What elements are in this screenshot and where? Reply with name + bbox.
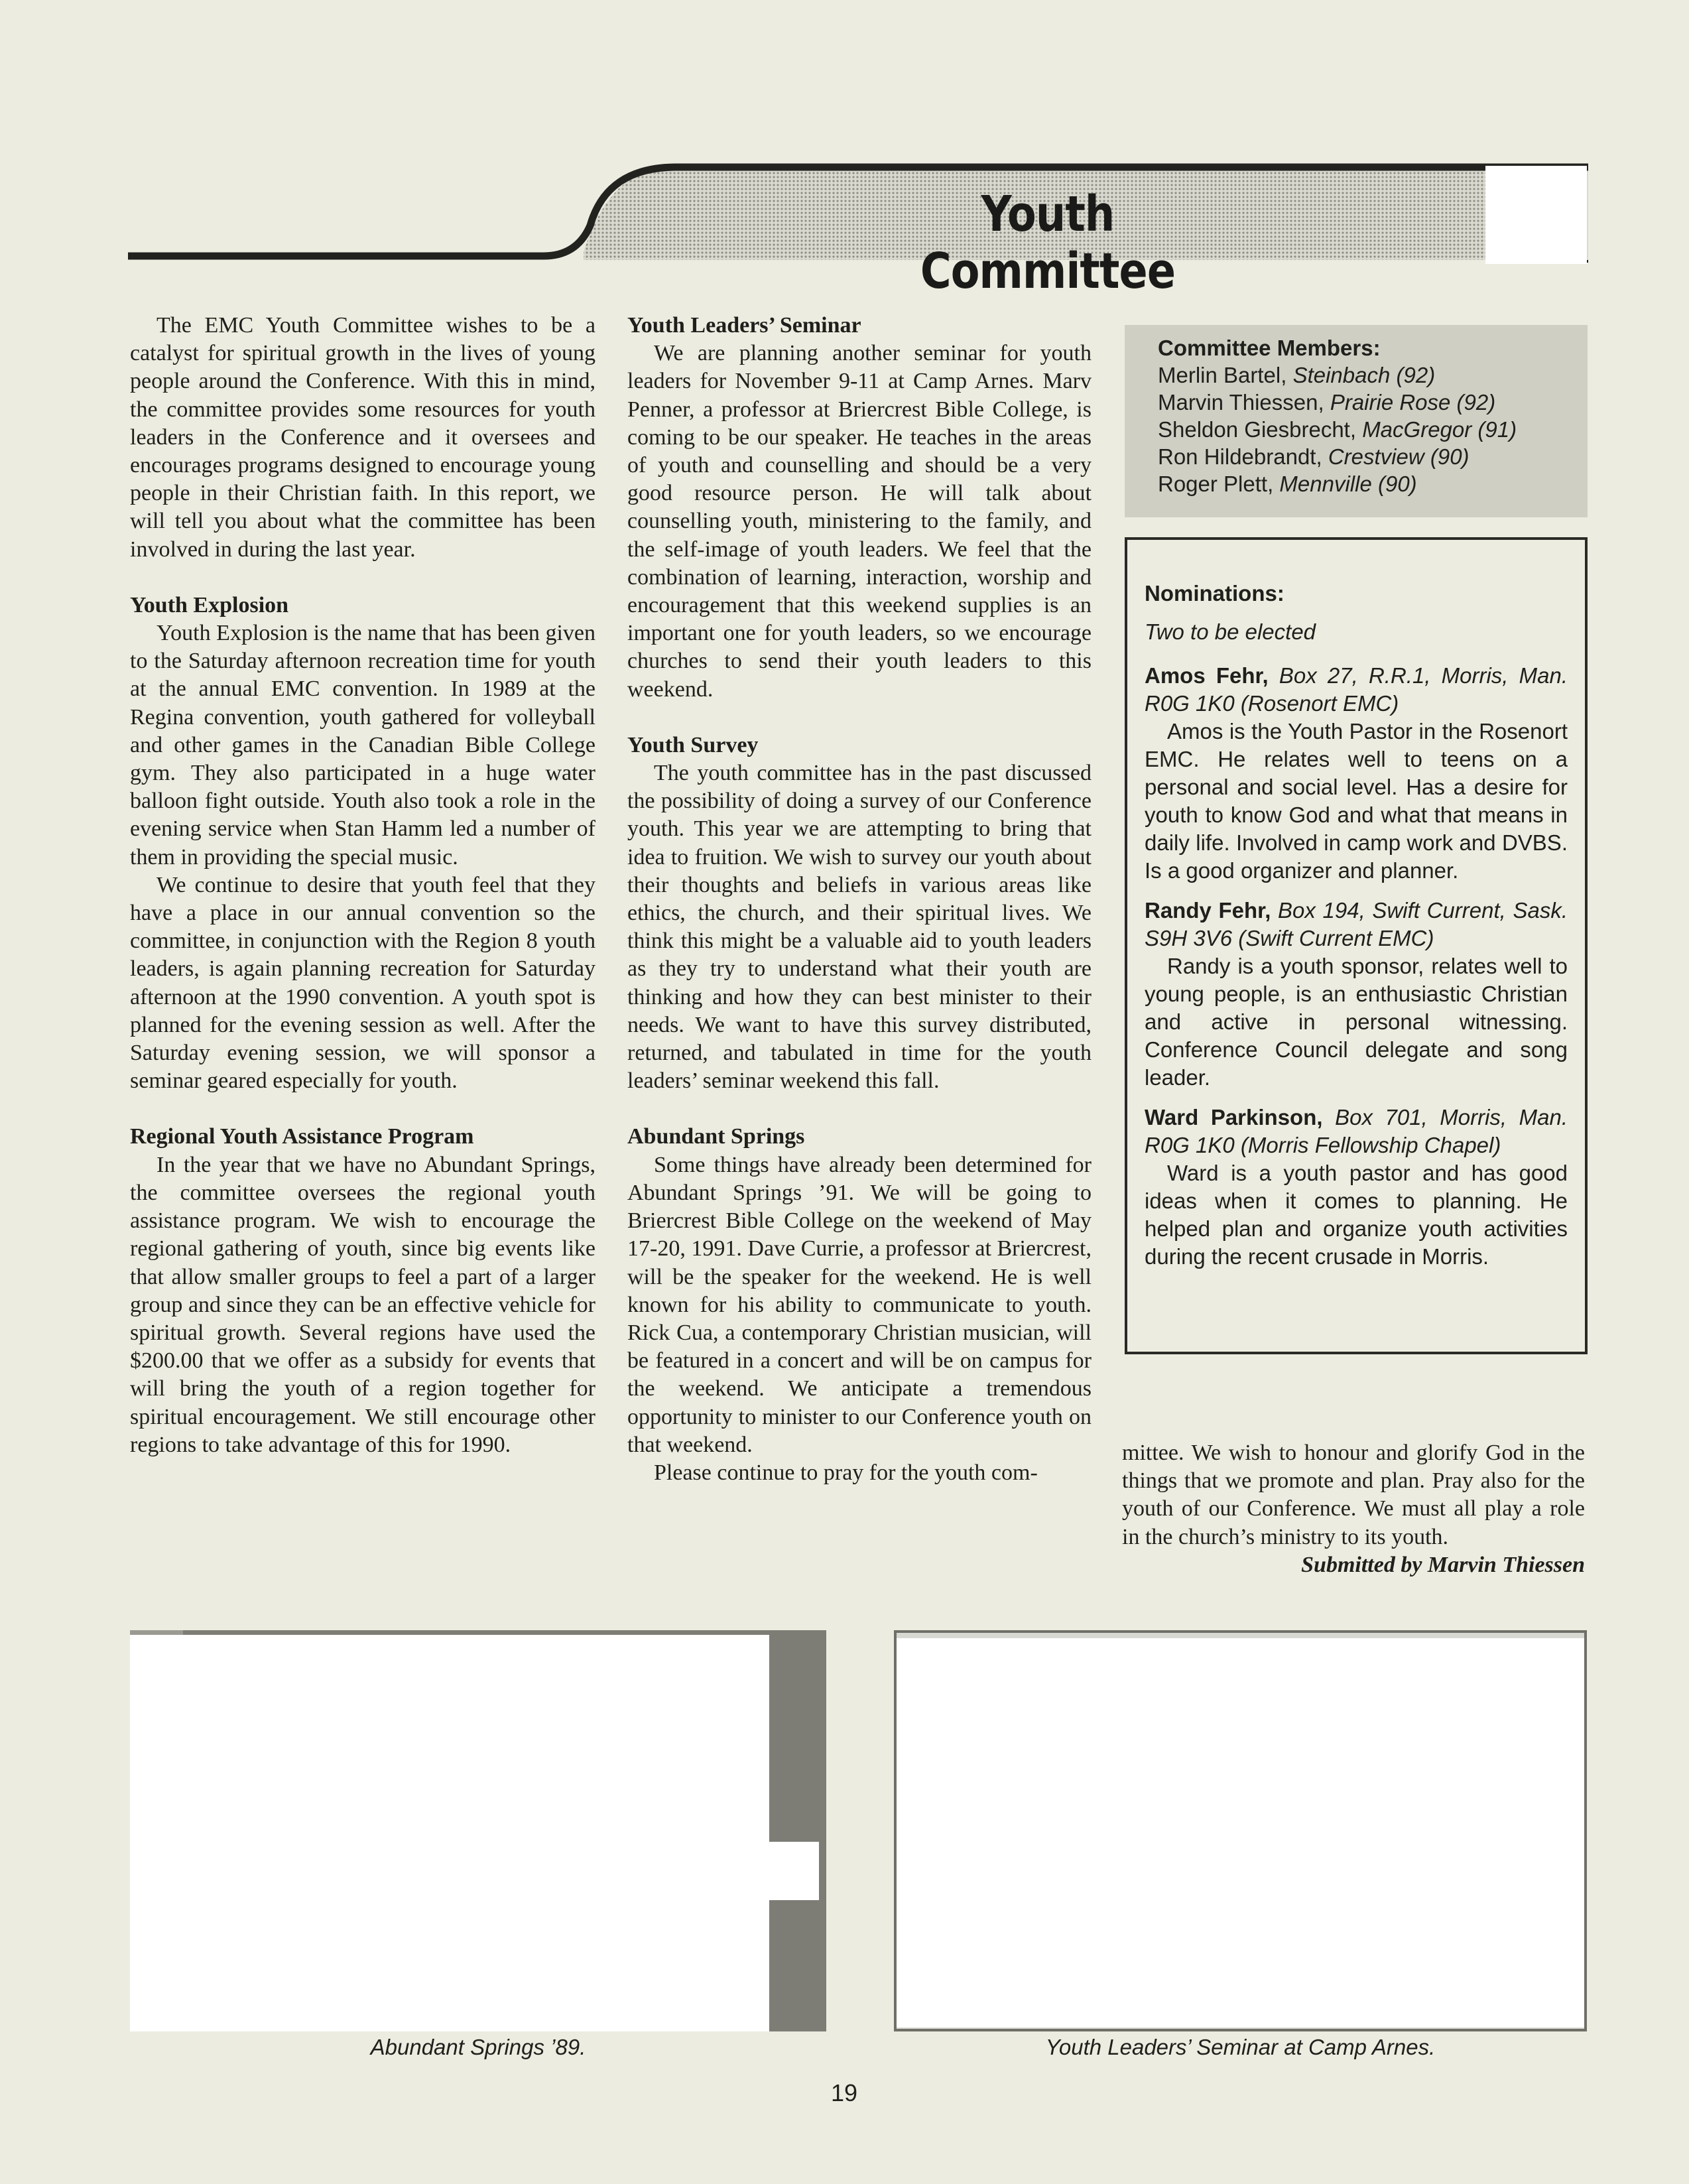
committee-member (1158, 470, 1588, 497)
abundant-heading: Abundant Springs (627, 1124, 805, 1149)
seminar-heading: Youth Leaders’ Seminar (627, 313, 861, 338)
candidate-name: Amos Fehr, (1145, 663, 1269, 688)
regional-heading: Regional Youth Assistance Program (130, 1124, 474, 1149)
committee-member (1158, 361, 1588, 389)
candidate-name: Ward Parkinson, (1145, 1105, 1323, 1129)
member-detail: Steinbach (92) (1292, 363, 1436, 387)
photo-caption-right: Youth Leaders’ Seminar at Camp Arnes. (1045, 2035, 1436, 2059)
candidate-bio: Amos is the Youth Pastor in the Rosenort EMC. He relates well to teens on a personal and social level. Has a desire for youth to know God and what that means in daily life. Involved in camp work and DVBS. Is a good organizer and planner. (1145, 719, 1568, 883)
header-banner (0, 0, 1689, 279)
member-name: Merlin Bartel, (1158, 363, 1293, 387)
committee-members-box (1125, 325, 1588, 517)
candidate-bio: Randy is a youth sponsor, relates well to young people, is an enthusiastic Christian and active in personal witnessing. Conference Council delegate and song leader. (1145, 954, 1568, 1090)
member-detail: Mennville (90) (1279, 472, 1417, 496)
candidate-entry (1145, 1104, 1568, 1271)
member-name: Sheldon Giesbrecht, (1158, 417, 1363, 442)
redacted-photo-area (766, 1842, 819, 1900)
regional-paragraph: In the year that we have no Abundant Springs, the committee oversees the regional youth assistance program. We wish to encourage the regional gathering of youth, since big events like that allow smaller groups to feel a part of a larger group and since they can be an effective vehicle for spiritual growth. Several regions have used the $200.00 that we offer as a subsidy for events that will bring the youth of a region together for spiritual encouragement. We still encourage other regions to take advantage of this for 1990. (130, 1152, 595, 1457)
candidate-address: Box 701, Morris, Man. R0G 1K0 (Morris Fellowship Chapel) (1145, 1105, 1568, 1157)
closing-paragraph: mittee. We wish to honour and glorify God in the things that we promote and plan. Pray also for the youth of our Conference. We must all play a role in the church’s ministry to its youth. (1122, 1441, 1585, 1549)
candidate-entry (1145, 662, 1568, 885)
column-3 (1122, 1439, 1585, 1579)
member-name: Roger Plett, (1158, 472, 1280, 496)
candidate-entry (1145, 897, 1568, 1092)
seminar-paragraph: We are planning another seminar for youth leaders for November 9-11 at Camp Arnes. Marv Penner, a professor at Briercrest Bible College, is coming to be our speaker. He teaches in the areas of youth and counselling and should be a very good resource person. He will talk about counselling youth, ministering to the family, and the self-image of youth leaders. We feel that the combination of learning, interaction, worship and encouragement that this weekend supplies is an important one for youth leaders, so we encourage churches to send their youth leaders to this weekend. (627, 341, 1092, 702)
youth-explosion-heading: Youth Explosion (130, 592, 289, 617)
column-2 (627, 312, 1092, 1487)
photo-caption-left: Abundant Springs ’89. (370, 2035, 586, 2059)
page-title: Youth Committee (920, 186, 1176, 300)
committee-title: Committee Members: (1158, 336, 1381, 360)
abundant-paragraph-2: Please continue to pray for the youth com- (654, 1460, 1038, 1485)
member-name: Marvin Thiessen, (1158, 390, 1330, 415)
signature: Submitted by Marvin Thiessen (1301, 1552, 1585, 1577)
redacted-photo-area (130, 1635, 769, 2031)
intro-paragraph: The EMC Youth Committee wishes to be a catalyst for spiritual growth in the lives of young people around the Conference. With this in mind, the committee provides some resources for youth leaders in the Conference and it oversees and encourages programs designed to encourage young people in their Christian faith. In this report, we will tell you about what the committee has been involved in during the last year. (130, 313, 595, 562)
nominations-title: Nominations: (1145, 581, 1284, 606)
member-name: Ron Hildebrandt, (1158, 444, 1328, 469)
nominations-box (1125, 537, 1588, 1354)
redacted-photo-area (897, 1638, 1584, 2027)
column-1 (130, 312, 595, 1459)
youth-explosion-paragraph-2: We continue to desire that youth feel that they have a place in our annual convention so the committee, in conjunction with the Region 8 youth leaders, is again planning recreation for Saturday afternoon at the 1990 convention. A youth spot is planned for the evening session as well. After the Saturday evening session, we will sponsor a seminar geared especially for youth. (130, 872, 595, 1094)
committee-member (1158, 416, 1588, 443)
page-number: 19 (830, 2079, 858, 2106)
youth-explosion-paragraph-1: Youth Explosion is the name that has been given to the Saturday afternoon recreation time for youth at the annual EMC convention. In 1989 at the Regina convention, youth gathered for volleyball and other games in the Canadian Bible College gym. They also participated in a huge water balloon fight outside. Youth also took a role in the evening service when Stan Hamm led a number of them in providing the special music. (130, 621, 595, 869)
candidate-address: Box 27, R.R.1, Morris, Man. R0G 1K0 (Rosenort EMC) (1145, 663, 1568, 716)
candidate-address: Box 194, Swift Current, Sask. S9H 3V6 (Swift Current EMC) (1145, 898, 1568, 950)
committee-member (1158, 443, 1588, 470)
redacted-area (1485, 166, 1587, 264)
member-detail: Crestview (90) (1328, 444, 1470, 469)
nominations-subtitle: Two to be elected (1145, 619, 1316, 644)
candidate-name: Randy Fehr, (1145, 898, 1271, 923)
candidate-bio: Ward is a youth pastor and has good ideas when it comes to planning. He helped plan and organize youth activities during the recent crusade in Morris. (1145, 1161, 1568, 1269)
survey-heading: Youth Survey (627, 732, 759, 757)
survey-paragraph: The youth committee has in the past discussed the possibility of doing a survey of our Conference youth. This year we are attempting to bring that idea to fruition. We wish to survey our youth about their thoughts and beliefs in various areas like ethics, the church, and their spiritual lives. We think this might be a valuable aid to youth leaders as they try to understand what their youth are thinking and how they can best minister to their needs. We want to have this survey distributed, returned, and tabulated in time for the youth leaders’ seminar weekend this fall. (627, 761, 1092, 1094)
member-detail: MacGregor (91) (1362, 417, 1517, 442)
committee-member (1158, 389, 1588, 416)
member-detail: Prairie Rose (92) (1330, 390, 1496, 415)
abundant-paragraph-1: Some things have already been determined for Abundant Springs ’91. We will be going to Briercrest Bible College on the weekend of May 17-20, 1991. Dave Currie, a professor at Briercrest, will be the speaker for the weekend. He is well known for his ability to communicate to youth. Rick Cua, a contemporary Christian musician, will be featured in a concert and will be on campus for the weekend. We anticipate a tremendous opportunity to minister to our Conference youth on that weekend. (627, 1152, 1092, 1457)
